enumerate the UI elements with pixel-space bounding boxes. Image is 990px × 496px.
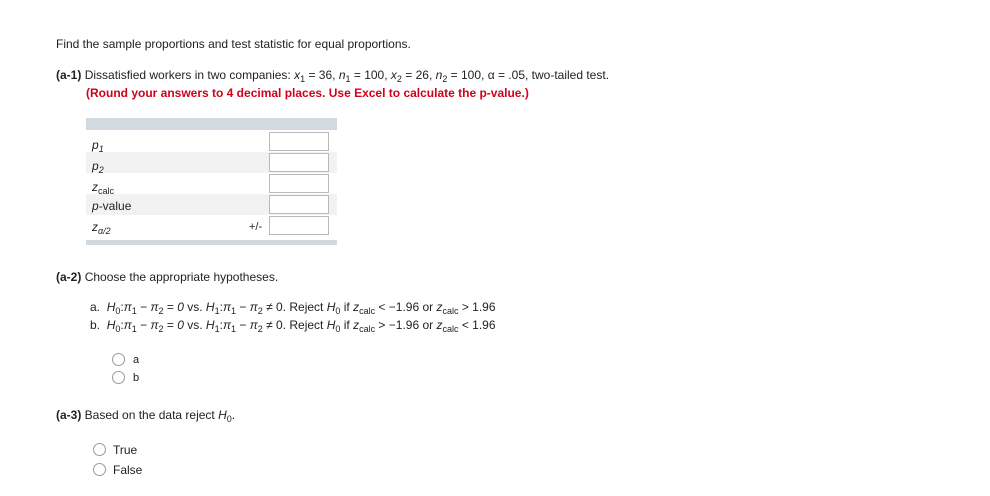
row-label-p1: $p_1$ (92, 138, 104, 154)
radio-true[interactable] (93, 443, 106, 456)
a3-question: (a-3) Based on the data reject $H_0$. (56, 408, 236, 424)
plus-minus-label: +/- (249, 221, 263, 233)
p1-input[interactable] (269, 132, 329, 151)
a1-instruction: (Round your answers to 4 decimal places. Use Excel to calculate the p-value.) (86, 86, 529, 100)
a1-question: (a-1) Dissatisfied workers in two companies: $x_1 = 36$, $n_1 = 100$, $x_2 = 26$, $n_2 = 100$, α = .05, two-tailed test. (56, 68, 610, 84)
row-label-pvalue: p-value (92, 199, 132, 213)
a2-question: (a-2) Choose the appropriate hypotheses. (56, 270, 279, 284)
hypothesis-option-a: a. $H_0:\pi_1 - \pi_2 = 0$ vs. $H_1:\pi_1 - \pi_2 \ne 0$. Reject $H_0$ if $z_{calc} < -1.96$ or $z_{calc} > 1.96$ (90, 300, 496, 316)
a1-label: (a-1) (56, 68, 82, 82)
hypothesis-option-b: b. $H_0:\pi_1 - \pi_2 = 0$ vs. $H_1:\pi_1 - \pi_2 \ne 0$. Reject $H_0$ if $z_{calc} > -1.96$ or $z_{calc} < 1.96$ (90, 318, 496, 334)
radio-b-label: b (133, 372, 140, 384)
intro-text: Find the sample proportions and test statistic for equal proportions. (56, 37, 411, 51)
row-label-zcalc: $z_{calc}$ (92, 180, 115, 196)
radio-true-label: True (113, 443, 138, 457)
radio-false[interactable] (93, 463, 106, 476)
row-label-zalpha: $z_{\alpha/2}$ (92, 220, 111, 236)
row-label-p2: $p_2$ (92, 159, 104, 175)
radio-a-label: a (133, 354, 140, 366)
radio-false-label: False (113, 463, 143, 477)
radio-a[interactable] (112, 353, 125, 366)
zcalc-input[interactable] (269, 174, 329, 193)
radio-b[interactable] (112, 371, 125, 384)
table-top-bar (86, 118, 337, 130)
zalpha-input[interactable] (269, 216, 329, 235)
table-bottom-bar (86, 240, 337, 245)
p2-input[interactable] (269, 153, 329, 172)
pvalue-input[interactable] (269, 195, 329, 214)
